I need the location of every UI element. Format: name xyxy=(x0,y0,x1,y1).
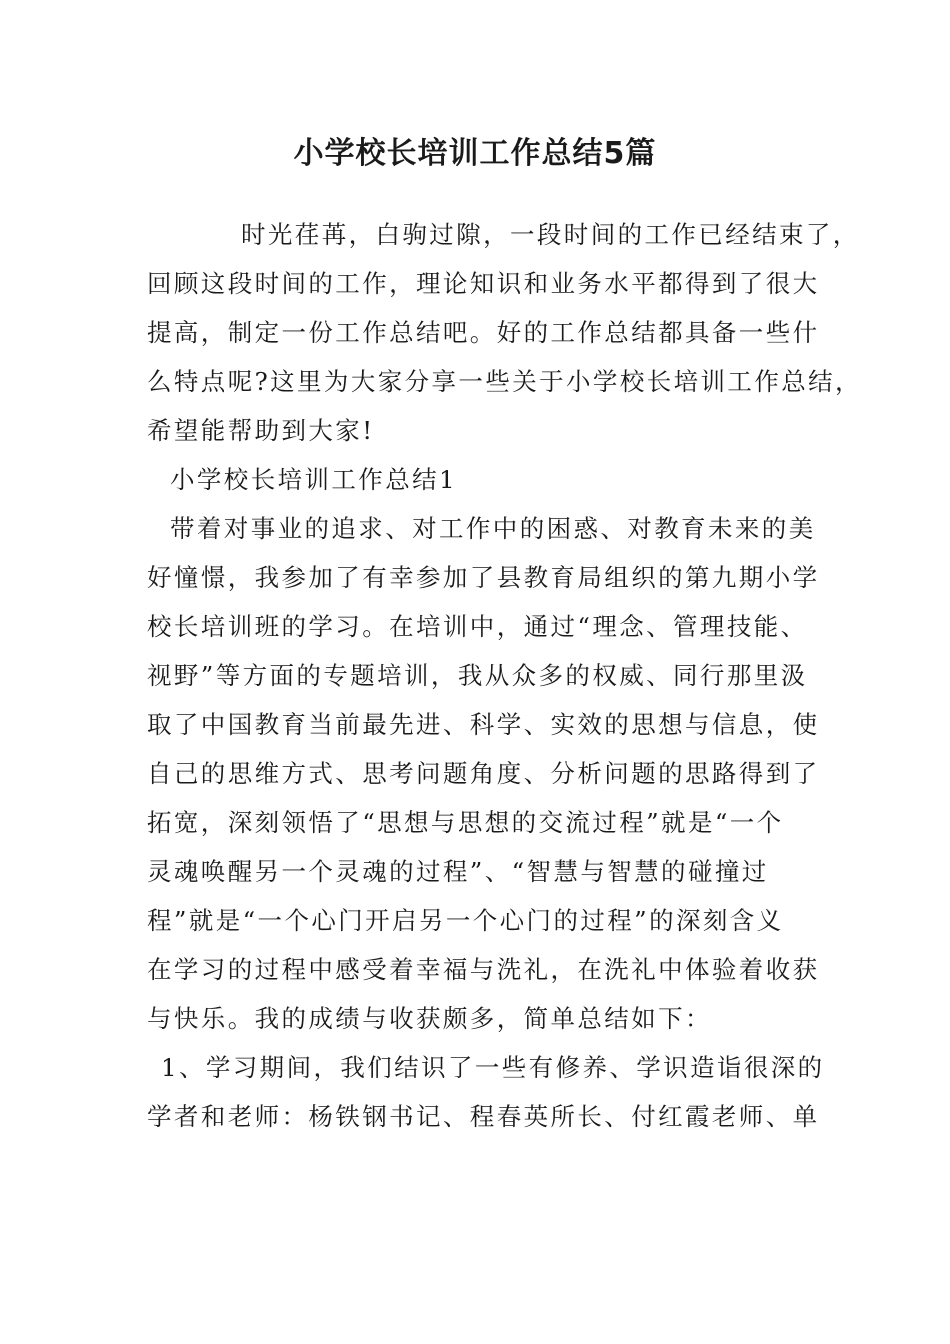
paragraph-line: 取了中国教育当前最先进、科学、实效的思想与信息，使 xyxy=(147,710,820,739)
paragraph-line: 与快乐。我的成绩与收获颇多，简单总结如下： xyxy=(147,1004,712,1033)
paragraph-line: 校长培训班的学习。在培训中，通过“理念、管理技能、 xyxy=(147,612,808,641)
paragraph-line: 学者和老师：杨铁钢书记、程春英所长、付红霞老师、单 xyxy=(147,1102,820,1131)
paragraph-line: 希望能帮助到大家! xyxy=(147,416,375,445)
paragraph-line: 视野”等方面的专题培训，我从众多的权威、同行那里汲 xyxy=(147,661,808,690)
paragraph-line: 在学习的过程中感受着幸福与洗礼，在洗礼中体验着收获 xyxy=(147,955,820,984)
section-heading: 小学校长培训工作总结1 xyxy=(170,465,457,494)
paragraph-line: 1、学习期间，我们结识了一些有修养、学识造诣很深的 xyxy=(161,1053,825,1082)
document-title: 小学校长培训工作总结5篇 xyxy=(293,136,657,171)
paragraph-line: 程”就是“一个心门开启另一个心门的过程”的深刻含义 xyxy=(147,906,784,935)
paragraph-line: 好憧憬，我参加了有幸参加了县教育局组织的第九期小学 xyxy=(147,563,820,592)
paragraph-line: 带着对事业的追求、对工作中的困惑、对教育未来的美 xyxy=(170,514,816,543)
document-body xyxy=(147,210,862,1141)
paragraph-line: 时光荏苒，白驹过隙，一段时间的工作已经结束了， xyxy=(241,220,860,249)
paragraph-line: 提高，制定一份工作总结吧。好的工作总结都具备一些什 xyxy=(147,318,820,347)
paragraph-line: 么特点呢?这里为大家分享一些关于小学校长培训工作总结， xyxy=(147,367,862,396)
paragraph-line: 回顾这段时间的工作，理论知识和业务水平都得到了很大 xyxy=(147,269,820,298)
paragraph-line: 拓宽，深刻领悟了“思想与思想的交流过程”就是“一个 xyxy=(147,808,784,837)
paragraph-line: 自己的思维方式、思考问题角度、分析问题的思路得到了 xyxy=(147,759,820,788)
paragraph-line: 灵魂唤醒另一个灵魂的过程”、“智慧与智慧的碰撞过 xyxy=(147,857,769,886)
